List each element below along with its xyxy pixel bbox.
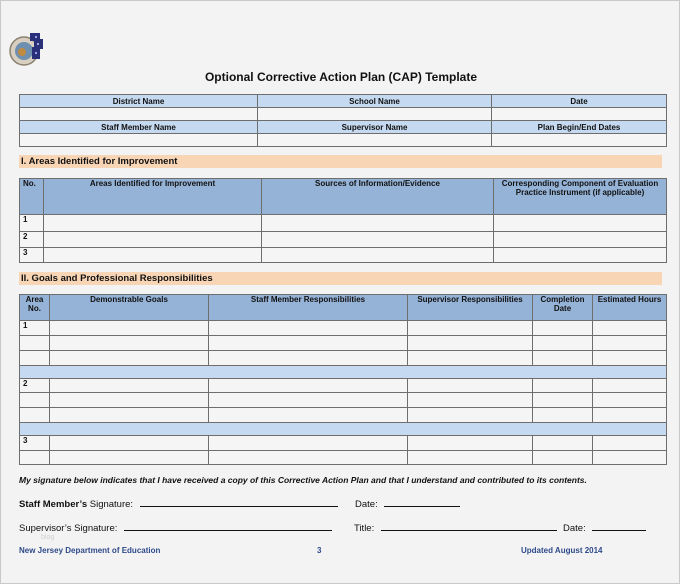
supervisor-date-line [563, 521, 646, 534]
supervisor-resp-field[interactable] [408, 351, 533, 366]
goal-field[interactable] [50, 321, 209, 336]
col-supervisor-responsibilities: Supervisor Responsibilities [408, 295, 533, 321]
goal-field[interactable] [50, 336, 209, 351]
supervisor-date-field[interactable] [592, 521, 646, 531]
hours-field[interactable] [593, 379, 667, 393]
hours-field[interactable] [593, 408, 667, 423]
hours-field[interactable] [593, 336, 667, 351]
footer-updated-date: Updated August 2014 [521, 546, 603, 555]
component-field[interactable] [494, 248, 667, 263]
goal-field[interactable] [50, 351, 209, 366]
area-number-empty [20, 451, 50, 465]
staff-resp-field[interactable] [209, 451, 408, 465]
completion-date-field[interactable] [533, 336, 593, 351]
col-no: No. [20, 179, 44, 215]
section-2-heading: II. Goals and Professional Responsibilities [19, 272, 662, 285]
area-field[interactable] [44, 215, 262, 232]
area-number-empty [20, 393, 50, 408]
col-corresponding-component: Corresponding Component of Evaluation Practice Instrument (if applicable) [494, 179, 667, 215]
completion-date-field[interactable] [533, 321, 593, 336]
completion-date-field[interactable] [533, 393, 593, 408]
area-number-empty [20, 351, 50, 366]
col-estimated-hours: Estimated Hours [593, 295, 667, 321]
col-sources-evidence: Sources of Information/Evidence [262, 179, 494, 215]
supervisor-resp-field[interactable] [408, 451, 533, 465]
goal-field[interactable] [50, 436, 209, 451]
district-name-field[interactable] [20, 108, 258, 121]
staff-date-label: Date: [355, 499, 378, 510]
signature-statement: My signature below indicates that I have received a copy of this Corrective Action Plan and that I understand and contributed to its contents. [19, 475, 587, 485]
staff-resp-field[interactable] [209, 321, 408, 336]
staff-signature-field[interactable] [140, 497, 338, 507]
col-demonstrable-goals: Demonstrable Goals [50, 295, 209, 321]
area-number: 1 [20, 321, 50, 336]
areas-improvement-table [19, 178, 667, 263]
supervisor-date-label: Date: [563, 523, 586, 534]
title-field[interactable] [381, 521, 557, 531]
staff-resp-field[interactable] [209, 436, 408, 451]
staff-member-name-label: Staff Member Name [20, 121, 258, 134]
component-field[interactable] [494, 232, 667, 248]
hours-field[interactable] [593, 321, 667, 336]
watermark-text: blog [41, 534, 55, 541]
completion-date-field[interactable] [533, 451, 593, 465]
title-label: Title: [354, 523, 375, 534]
staff-signature-line [19, 497, 338, 510]
staff-resp-field[interactable] [209, 408, 408, 423]
footer-page-number: 3 [317, 546, 322, 555]
area-field[interactable] [44, 248, 262, 263]
supervisor-signature-field[interactable] [124, 521, 332, 531]
hours-field[interactable] [593, 393, 667, 408]
supervisor-resp-field[interactable] [408, 321, 533, 336]
area-field[interactable] [44, 232, 262, 248]
group-separator [20, 423, 667, 436]
supervisor-signature-line [19, 521, 332, 534]
plan-dates-label: Plan Begin/End Dates [492, 121, 667, 134]
title-line [354, 521, 557, 534]
nj-seal-logo-icon [8, 29, 48, 67]
section-1-heading: I. Areas Identified for Improvement [19, 155, 662, 168]
staff-signature-label-bold: Staff Member’s [19, 499, 88, 510]
row-number: 1 [20, 215, 44, 232]
staff-member-name-field[interactable] [20, 134, 258, 147]
sources-field[interactable] [262, 232, 494, 248]
document-title: Optional Corrective Action Plan (CAP) Template [204, 70, 478, 84]
completion-date-field[interactable] [533, 351, 593, 366]
hours-field[interactable] [593, 436, 667, 451]
sources-field[interactable] [262, 248, 494, 263]
row-number: 3 [20, 248, 44, 263]
sources-field[interactable] [262, 215, 494, 232]
goal-field[interactable] [50, 408, 209, 423]
supervisor-signature-label: Supervisor’s Signature: [19, 523, 118, 534]
goal-field[interactable] [50, 393, 209, 408]
supervisor-resp-field[interactable] [408, 379, 533, 393]
plan-dates-field[interactable] [492, 134, 667, 147]
school-name-label: School Name [258, 95, 492, 108]
supervisor-resp-field[interactable] [408, 408, 533, 423]
school-name-field[interactable] [258, 108, 492, 121]
area-number: 3 [20, 436, 50, 451]
hours-field[interactable] [593, 351, 667, 366]
staff-resp-field[interactable] [209, 351, 408, 366]
goals-responsibilities-table [19, 294, 667, 465]
staff-resp-field[interactable] [209, 379, 408, 393]
goal-field[interactable] [50, 379, 209, 393]
component-field[interactable] [494, 215, 667, 232]
completion-date-field[interactable] [533, 408, 593, 423]
completion-date-field[interactable] [533, 436, 593, 451]
hours-field[interactable] [593, 451, 667, 465]
staff-signature-label: Signature: [87, 499, 134, 510]
footer-organization: New Jersey Department of Education [19, 546, 161, 555]
col-area-no: Area No. [20, 295, 50, 321]
staff-date-line [355, 497, 460, 510]
supervisor-resp-field[interactable] [408, 393, 533, 408]
supervisor-resp-field[interactable] [408, 436, 533, 451]
date-label: Date [492, 95, 667, 108]
area-number: 2 [20, 379, 50, 393]
date-field[interactable] [492, 108, 667, 121]
district-name-label: District Name [20, 95, 258, 108]
col-completion-date: Completion Date [533, 295, 593, 321]
supervisor-resp-field[interactable] [408, 336, 533, 351]
col-staff-responsibilities: Staff Member Responsibilities [209, 295, 408, 321]
goal-field[interactable] [50, 451, 209, 465]
row-number: 2 [20, 232, 44, 248]
staff-resp-field[interactable] [209, 336, 408, 351]
area-number-empty [20, 408, 50, 423]
area-number-empty [20, 336, 50, 351]
group-separator [20, 366, 667, 379]
header-info-table [19, 94, 667, 147]
supervisor-name-field[interactable] [258, 134, 492, 147]
col-areas-identified: Areas Identified for Improvement [44, 179, 262, 215]
staff-date-field[interactable] [384, 497, 460, 507]
completion-date-field[interactable] [533, 379, 593, 393]
supervisor-name-label: Supervisor Name [258, 121, 492, 134]
staff-resp-field[interactable] [209, 393, 408, 408]
